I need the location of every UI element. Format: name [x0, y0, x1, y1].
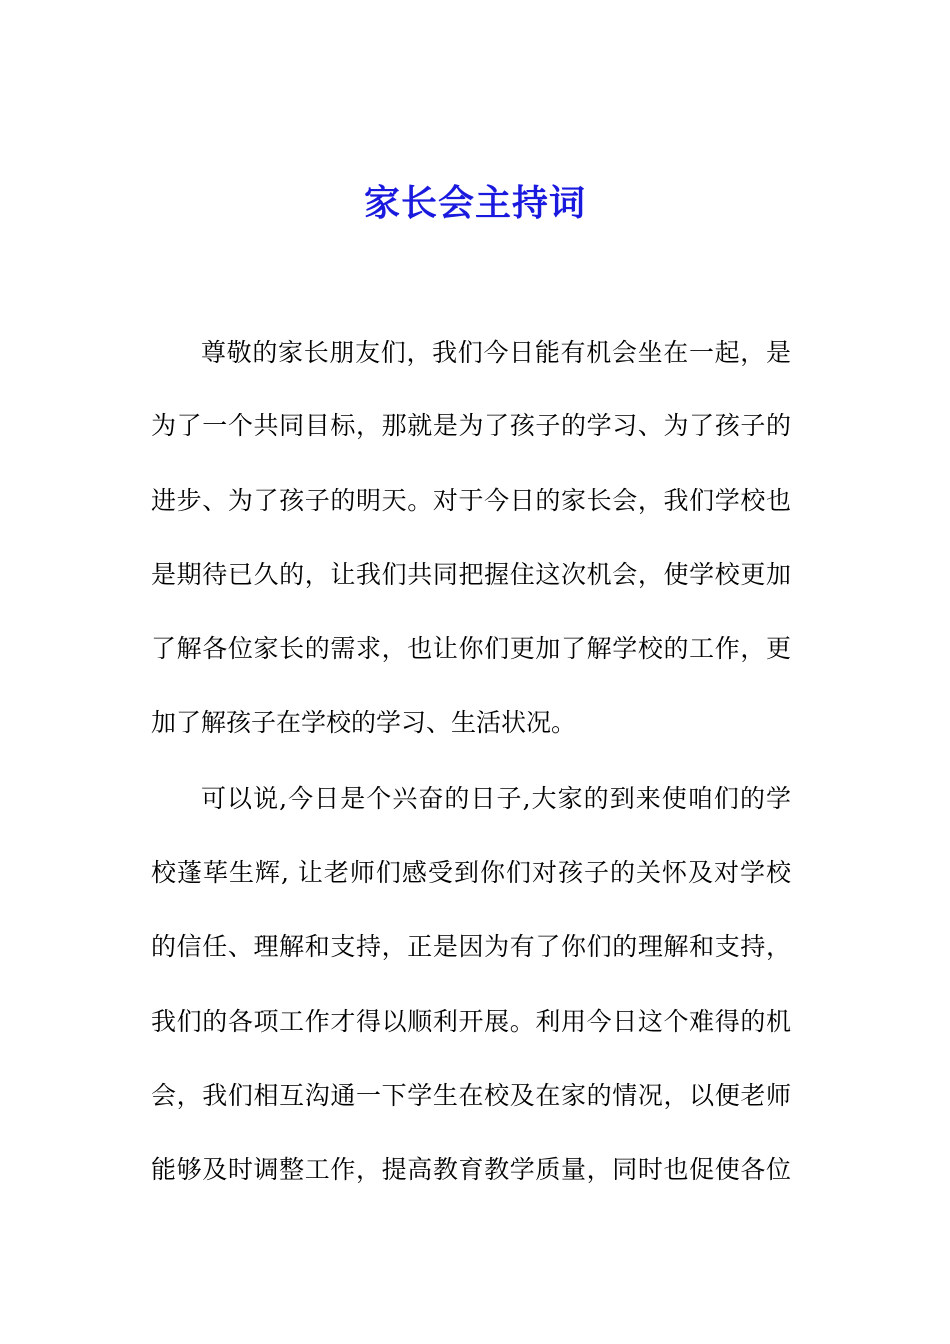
paragraph-2-line-2: 校蓬荜生辉, 让老师们感受到你们对孩子的关怀及对学校	[151, 858, 791, 887]
paragraph-2-line-4: 我们的各项工作才得以顺利开展。利用今日这个难得的机	[151, 1007, 791, 1036]
paragraph-2-line-3: 的信任、理解和支持，正是因为有了你们的理解和支持，	[151, 932, 791, 961]
document-title: 家长会主持词	[363, 182, 586, 224]
paragraph-1-line-5: 了解各位家长的需求，也让你们更加了解学校的工作，更	[151, 634, 791, 663]
paragraph-1-line-2: 为了一个共同目标，那就是为了孩子的学习、为了孩子的	[151, 411, 791, 440]
paragraph-2-line-1: 可以说,今日是个兴奋的日子,大家的到来使咱们的学	[201, 784, 791, 813]
paragraph-1-line-3: 进步、为了孩子的明天。对于今日的家长会，我们学校也	[151, 486, 791, 515]
paragraph-1-line-6: 加了解孩子在学校的学习、生活状况。	[151, 708, 577, 737]
paragraph-2-line-5: 会，我们相互沟通一下学生在校及在家的情况，以便老师	[151, 1081, 791, 1110]
paragraph-1-line-4: 是期待已久的，让我们共同把握住这次机会，使学校更加	[151, 560, 791, 589]
paragraph-2-line-6: 能够及时调整工作，提高教育教学质量，同时也促使各位	[151, 1155, 791, 1184]
paragraph-1-line-1: 尊敬的家长朋友们，我们今日能有机会坐在一起，是	[201, 338, 791, 367]
